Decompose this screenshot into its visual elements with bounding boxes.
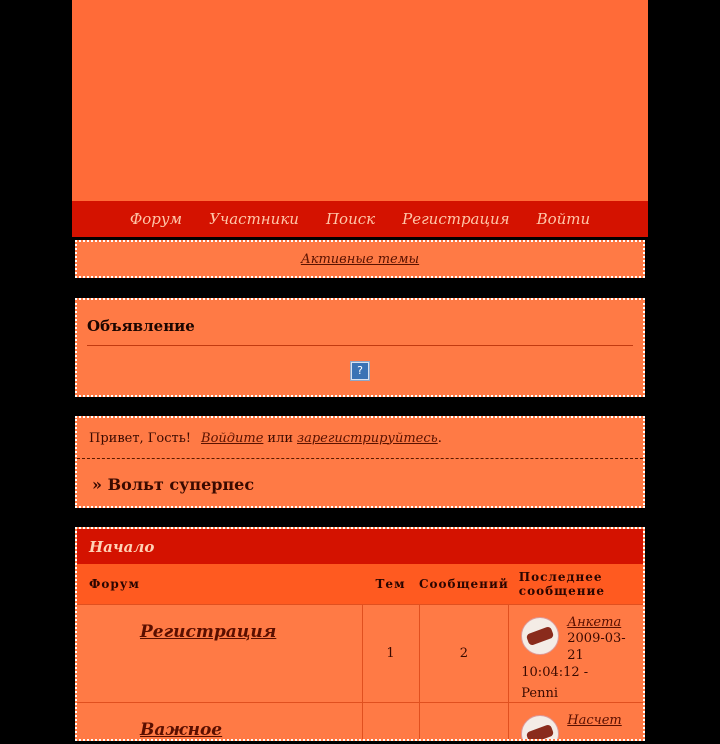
register-link[interactable]: зарегистрируйтесь [297,430,438,446]
header-topics: Тем [362,564,419,605]
welcome-box [72,413,648,511]
forum-link-registration[interactable]: Регистрация [140,622,277,642]
last-post-cell [509,605,643,703]
help-icon[interactable]: ? [350,361,370,381]
last-post-cell [509,703,643,742]
active-topics-box [72,237,648,281]
header-banner [72,0,648,201]
header-posts: Сообщений [419,564,509,605]
table-row [77,703,643,742]
last-post-author: Penni [521,686,559,701]
main-navigation [72,201,648,237]
login-link[interactable]: Войдите [201,430,264,446]
page [72,0,648,740]
avatar [521,715,559,741]
avatar [521,617,559,655]
breadcrumb: » Вольт суперпес [92,474,255,494]
last-post-link[interactable]: Анкета [567,615,622,630]
greeting-row [77,418,643,459]
last-post-link[interactable]: Насчет [567,713,622,728]
header-forum: Форум [77,564,362,605]
forum-category-box [72,524,648,744]
nav-search[interactable]: Поиск [325,210,376,228]
nav-login[interactable]: Войти [536,210,591,228]
forum-link-important[interactable]: Важное [140,720,223,740]
topic-count [362,703,419,742]
announcement-box [72,295,648,400]
nav-members[interactable]: Участники [209,210,299,228]
post-count [419,703,509,742]
period-text: . [437,430,442,446]
active-topics-link[interactable]: Активные темы [300,251,420,267]
or-text: или [267,430,293,446]
nav-forum[interactable]: Форум [129,210,183,228]
greeting-text: Привет, Гость! [89,430,192,446]
table-row [77,605,643,703]
topic-count: 1 [362,605,419,703]
nav-register[interactable]: Регистрация [402,210,510,228]
post-count: 2 [419,605,509,703]
forum-table [77,564,643,741]
header-last-post: Последнее сообщение [509,564,643,605]
announcement-title: Объявление [87,300,633,346]
category-title: Начало [77,529,643,564]
last-post-date: 2009-03-21 10:04:12 - [521,631,626,680]
